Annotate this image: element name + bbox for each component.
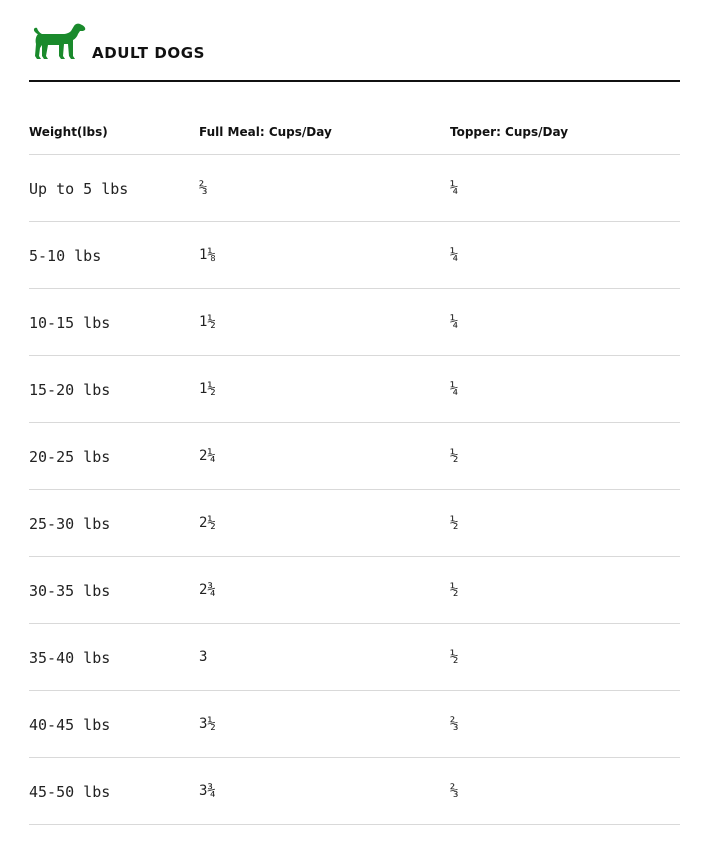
table-row (29, 423, 680, 490)
table-row (29, 624, 680, 691)
cell-full-meal: 3 (199, 649, 208, 665)
feeding-table (29, 108, 680, 825)
column-header-weight: Weight(lbs) (29, 125, 108, 139)
table-row (29, 557, 680, 624)
cell-weight: 45-50 lbs (29, 783, 111, 801)
cell-full-meal: 1½ (199, 314, 216, 330)
cell-full-meal: ⅔ (199, 180, 208, 196)
cell-full-meal: 3¾ (199, 783, 216, 799)
table-header-row (29, 108, 680, 155)
dog-icon (33, 22, 87, 62)
cell-weight: 5-10 lbs (29, 247, 102, 265)
cell-weight: Up to 5 lbs (29, 180, 129, 198)
table-row (29, 691, 680, 758)
cell-weight: 25-30 lbs (29, 515, 111, 533)
cell-topper: ¼ (450, 381, 459, 397)
cell-topper: ½ (450, 448, 459, 464)
cell-weight: 15-20 lbs (29, 381, 111, 399)
cell-topper: ¼ (450, 180, 459, 196)
cell-topper: ½ (450, 515, 459, 531)
cell-topper: ⅔ (450, 783, 459, 799)
cell-topper: ½ (450, 649, 459, 665)
cell-topper: ⅔ (450, 716, 459, 732)
cell-topper: ¼ (450, 247, 459, 263)
column-header-full-meal: Full Meal: Cups/Day (199, 125, 332, 139)
table-row (29, 155, 680, 222)
table-row (29, 758, 680, 825)
cell-topper: ½ (450, 582, 459, 598)
cell-weight: 35-40 lbs (29, 649, 111, 667)
cell-weight: 10-15 lbs (29, 314, 111, 332)
table-row (29, 289, 680, 356)
cell-full-meal: 1½ (199, 381, 216, 397)
cell-full-meal: 2½ (199, 515, 216, 531)
cell-full-meal: 2¼ (199, 448, 216, 464)
cell-full-meal: 1⅛ (199, 247, 216, 263)
cell-weight: 20-25 lbs (29, 448, 111, 466)
section-header (29, 18, 680, 82)
cell-weight: 40-45 lbs (29, 716, 111, 734)
column-header-topper: Topper: Cups/Day (450, 125, 569, 139)
section-title: ADULT DOGS (92, 44, 206, 62)
table-row (29, 490, 680, 557)
table-row (29, 356, 680, 423)
cell-topper: ¼ (450, 314, 459, 330)
cell-full-meal: 3½ (199, 716, 216, 732)
table-row (29, 222, 680, 289)
cell-weight: 30-35 lbs (29, 582, 111, 600)
cell-full-meal: 2¾ (199, 582, 216, 598)
